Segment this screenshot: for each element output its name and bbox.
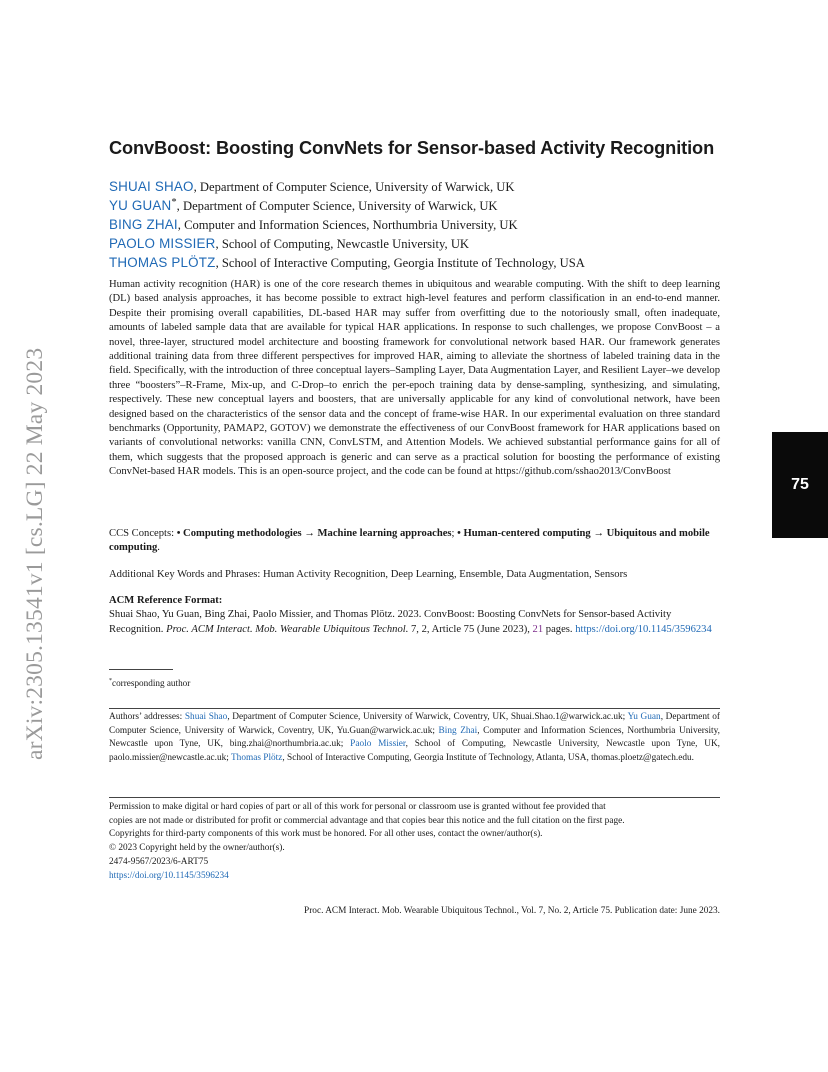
author-line	[109, 250, 749, 269]
ccs-end: .	[157, 542, 160, 554]
doi-link[interactable]: https://doi.org/10.1145/3596234	[109, 870, 229, 881]
author-name[interactable]: THOMAS PLÖTZ	[109, 255, 216, 271]
author-line	[109, 231, 749, 250]
address-author-link[interactable]: Thomas Plötz	[231, 753, 283, 764]
address-text: , Department of Computer Science, University of Warwick, Coventry, UK, Yu.Guan@warwick.ac.uk;	[109, 712, 720, 736]
abstract: Human activity recognition (HAR) is one of the core research themes in ubiquitous and wearable computing. With the shift to deep learning (DL) based analysis approaches, it has become possible to extract high-level features and perform classification in an end-to-end manner. Despite their promising overall capabilities, DL-based HAR may suffer from overfitting due to the notoriously small, often inadequate, amounts of labeled sample data that are available for typical HAR applications. In response to such challenges, we propose ConvBoost – a novel, three-layer, structured model architecture and boosting framework for convolutional network based HAR. Our framework generates additional training data from three different perspectives for improved HAR, aiming to alleviate the shortness of labeled training data in the field. Specifically, with the introduction of three conceptual layers–Sampling Layer, Data Augmentation Layer, and Resilient Layer–we develop three “boosters”–R-Frame, Mix-up, and C-Drop–to enrich the per-epoch training data by dense-sampling, synthesizing, and simulating, respectively. These new conceptual layers and boosters, that are universally applicable for any kind of convolutional network, have been designed based on the characteristics of the sensor data and the concept of frame-wise HAR. In our experimental evaluation on three standard benchmarks (Opportunity, PAMAP2, GOTOV) we demonstrate the effectiveness of our ConvBoost framework for HAR applications based on variants of convolutional networks: vanilla CNN, ConvLSTM, and Attention Models. We achieved substantial performance gains for all of them, which suggests that the proposed approach is generic and can serve as a practical solution for boosting the performance of existing ConvNet-based HAR models. This is an open-source project, and the code can be found at https://github.com/sshao2013/ConvBoost	[109, 279, 720, 478]
ccs-label: CCS Concepts:	[109, 528, 177, 539]
addresses-prefix: Authors’ addresses:	[109, 712, 185, 722]
address-author-link[interactable]: Yu Guan	[627, 712, 661, 722]
author-affiliation: , Department of Computer Science, University of Warwick, UK	[176, 199, 498, 214]
ccs-concept-1: • Computing methodologies → Machine learning approaches	[176, 528, 452, 539]
ccs-concept-2: • Human-centered computing → Ubiquitous and mobile computing	[109, 528, 710, 554]
author-addresses	[109, 711, 720, 766]
reference-venue: Proc. ACM Interact. Mob. Wearable Ubiquitous Technol.	[166, 623, 409, 635]
pages-link[interactable]: 21	[532, 623, 544, 635]
page-footer: Proc. ACM Interact. Mob. Wearable Ubiquitous Technol., Vol. 7, No. 2, Article 75. Publication date: June 2023.	[304, 906, 720, 916]
author-affiliation: , School of Computing, Newcastle University, UK	[215, 237, 470, 252]
addresses-divider	[109, 708, 720, 709]
issn-line: 2474-9567/2023/6-ART75	[109, 856, 209, 867]
paper-title: ConvBoost: Boosting ConvNets for Sensor-based Activity Recognition	[109, 138, 715, 158]
address-text: , School of Interactive Computing, Georgia Institute of Technology, Atlanta, USA, thomas.ploetz@gatech.edu.	[282, 753, 694, 764]
footnote-divider	[109, 669, 173, 670]
permission-notice	[109, 801, 720, 883]
address-text: , School of Computing, Newcastle University, Newcastle upon Tyne, UK, paolo.missier@newcastle.ac.uk;	[109, 739, 720, 764]
corresponding-mark: *	[171, 197, 177, 208]
author-line	[109, 193, 749, 212]
author-affiliation: , Computer and Information Sciences, Northumbria University, UK	[177, 218, 518, 233]
author-line	[109, 212, 749, 231]
doi-link[interactable]: https://doi.org/10.1145/3596234	[575, 623, 712, 635]
address-author-link[interactable]: Shuai Shao	[184, 712, 228, 722]
author-name[interactable]: PAOLO MISSIER	[109, 236, 216, 252]
author-affiliation: , School of Interactive Computing, Georgia Institute of Technology, USA	[215, 256, 585, 271]
footnote-mark: *	[109, 678, 112, 684]
permission-line: Permission to make digital or hard copies of part or all of this work for personal or classroom use is granted without fee provided that	[109, 802, 606, 812]
address-author-link[interactable]: Bing Zhai	[438, 725, 478, 736]
author-name[interactable]: BING ZHAI	[109, 217, 178, 233]
address-text: , Department of Computer Science, University of Warwick, Coventry, UK, Shuai.Shao.1@warwick.ac.uk;	[227, 712, 628, 722]
address-author-link[interactable]: Paolo Missier	[350, 739, 406, 750]
footnote-text: corresponding author	[112, 678, 191, 689]
copyright-line: © 2023 Copyright held by the owner/author(s).	[109, 843, 285, 854]
acm-reference-heading: ACM Reference Format:	[109, 595, 223, 606]
author-line	[109, 174, 749, 193]
permission-line: Copyrights for third-party components of this work must be honored. For all other uses, contact the owner/author(s).	[109, 829, 543, 840]
author-affiliation: , Department of Computer Science, University of Warwick, UK	[193, 180, 515, 195]
keywords: Additional Key Words and Phrases: Human Activity Recognition, Deep Learning, Ensemble, Data Augmentation, Sensors	[109, 569, 628, 580]
reference-text: Shuai Shao, Yu Guan, Bing Zhai, Paolo Missier, and Thomas Plötz. 2023. ConvBoost: Boosting ConvNets for Sensor-based Activity Recognition.	[109, 609, 672, 635]
author-list	[109, 174, 749, 269]
acm-reference	[109, 594, 720, 637]
address-text: , Computer and Information Sciences, Northumbria University, Newcastle upon Tyne, UK, bing.zhai@northumbria.ac.uk;	[109, 725, 720, 750]
ccs-concepts	[109, 527, 720, 556]
permission-divider	[109, 797, 720, 798]
author-name[interactable]: SHUAI SHAO	[109, 179, 194, 195]
article-number-tab	[772, 432, 828, 538]
footnote	[109, 675, 190, 689]
article-number: 75	[791, 476, 809, 493]
author-name[interactable]: YU GUAN	[109, 198, 172, 214]
ccs-separator: ;	[451, 528, 458, 539]
reference-text: pages.	[543, 623, 576, 635]
acm-reference-text	[109, 608, 720, 637]
permission-line: copies are not made or distributed for profit or commercial advantage and that copies bear this notice and the full citation on the first page.	[109, 815, 625, 826]
arxiv-stamp: arXiv:2305.13541v1 [cs.LG] 22 May 2023	[22, 347, 48, 760]
reference-text: 7, 2, Article 75 (June 2023),	[408, 623, 533, 635]
